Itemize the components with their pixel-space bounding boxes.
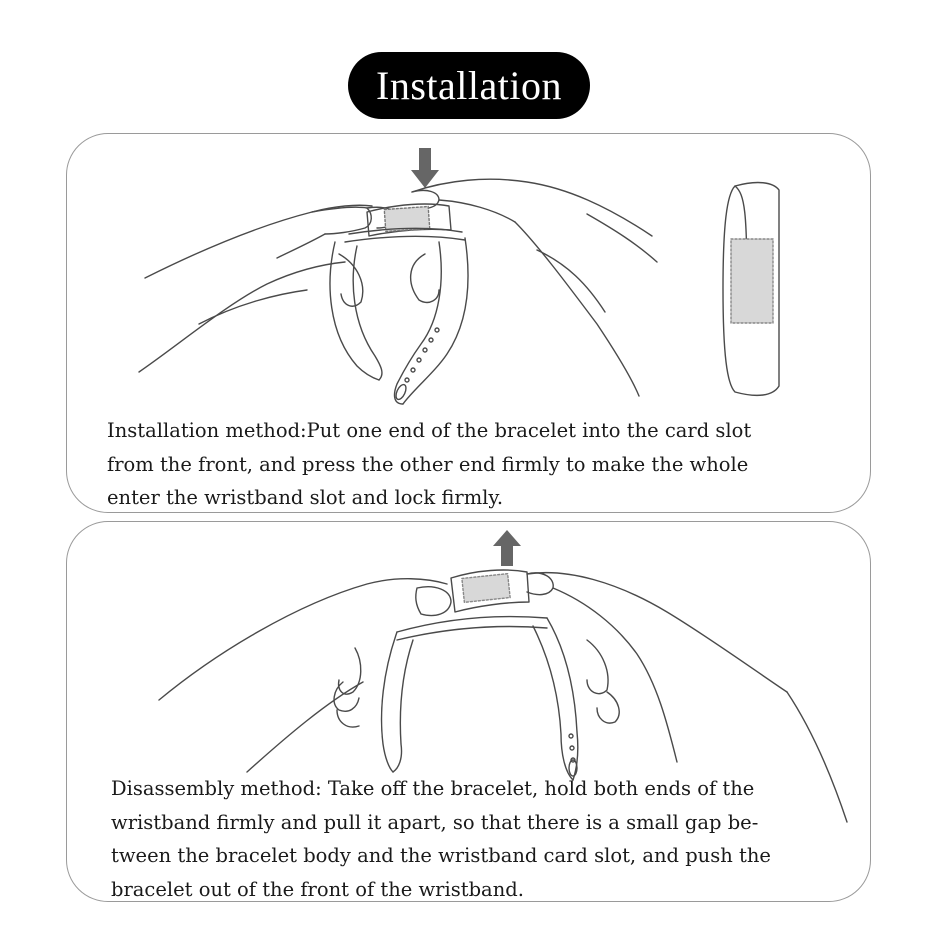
title-badge xyxy=(348,52,590,119)
up-arrow-icon xyxy=(493,530,521,566)
installation-line-1: Installation method:Put one end of the bracelet into the card slot xyxy=(107,419,752,442)
disassembly-line-3: tween the bracelet body and the wristband card slot, and push the xyxy=(111,844,771,867)
installation-panel xyxy=(66,133,871,513)
installation-line-3: enter the wristband slot and lock firmly. xyxy=(107,486,504,509)
installation-line-2: from the front, and press the other end firmly to make the whole xyxy=(107,452,749,476)
right-hand-drawing xyxy=(527,573,787,762)
bracelet-module-drawing xyxy=(397,570,547,640)
disassembly-method-text xyxy=(111,772,771,902)
wristband-drawing xyxy=(330,238,468,404)
left-hand-drawing xyxy=(139,205,397,372)
right-hand-drawing xyxy=(412,179,657,396)
installation-method-text xyxy=(107,414,751,513)
page-title: Installation xyxy=(376,63,562,108)
disassembly-line-4: bracelet out of the front of the wristband. xyxy=(111,877,524,901)
disassembly-line-2: wristband firmly and pull it apart, so that there is a small gap be- xyxy=(111,810,759,834)
bracelet-module-drawing xyxy=(345,204,465,242)
bracelet-top-view-drawing xyxy=(723,183,779,396)
disassembly-line-1: Disassembly method: Take off the bracelet, hold both ends of the xyxy=(111,777,755,800)
disassembly-panel xyxy=(66,521,871,902)
left-hand-drawing xyxy=(159,579,451,772)
down-arrow-icon xyxy=(411,148,439,188)
